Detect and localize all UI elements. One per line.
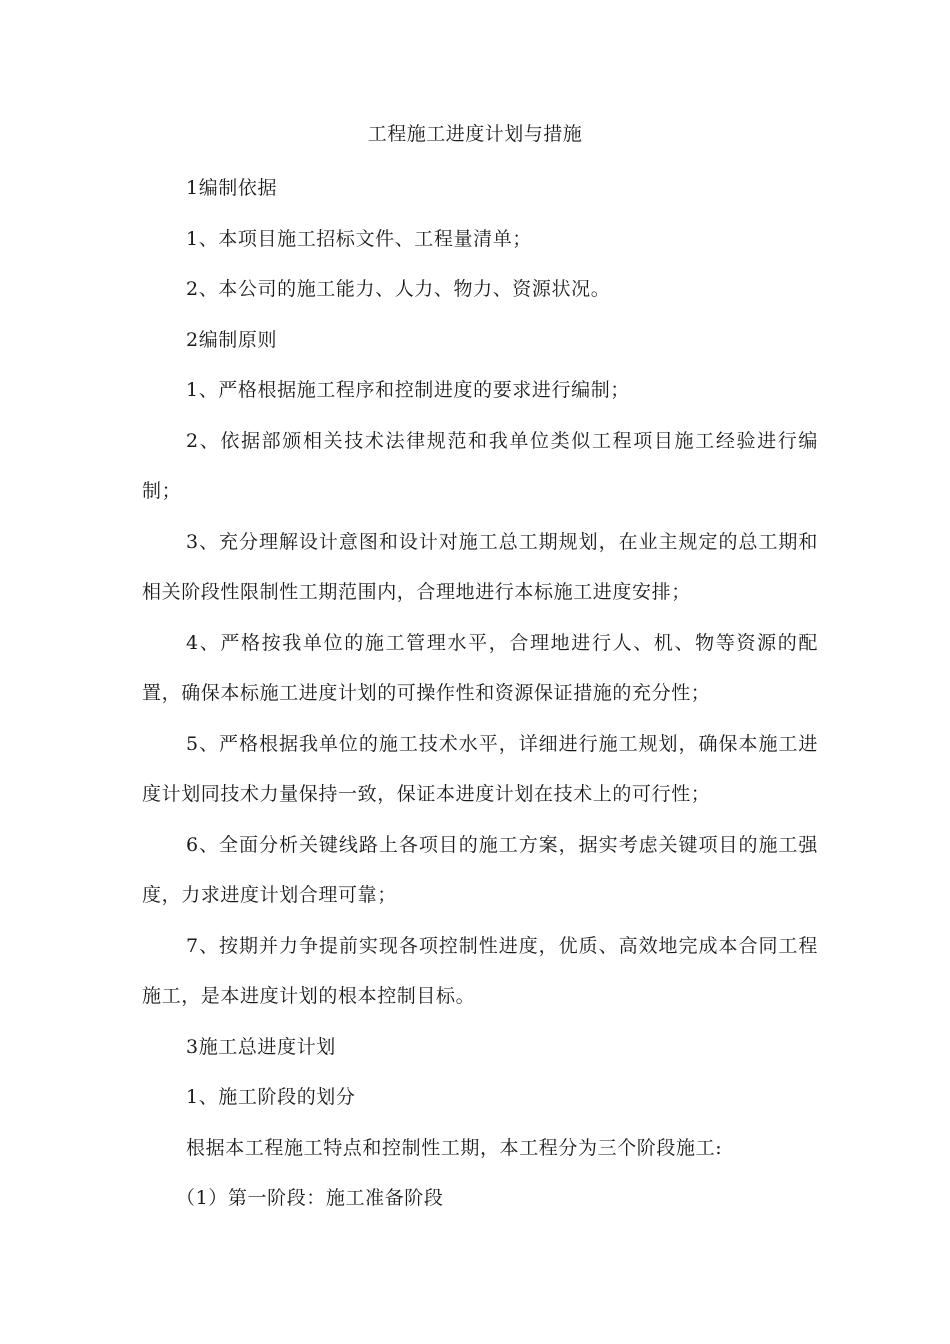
principle-item-3: 3、充分理解设计意图和设计对施工总工期规划，在业主规定的总工期和相关阶段性限制性工期范围内，合理地进行本标施工进度安排；	[142, 530, 818, 603]
stage-1: （1）第一阶段：施工准备阶段	[176, 1187, 444, 1209]
heading-schedule: 3施工总进度计划	[186, 1035, 336, 1058]
document-title: 工程施工进度计划与措施	[367, 123, 583, 145]
principle-item-2: 2、依据部颁相关技术法律规范和我单位类似工程项目施工经验进行编制；	[142, 429, 818, 502]
heading-principles: 2编制原则	[186, 328, 278, 351]
basis-item-1: 1、本项目施工招标文件、工程量清单；	[186, 227, 532, 250]
schedule-item-1: 1、施工阶段的划分	[186, 1086, 356, 1108]
principle-item-5: 5、严格根据我单位的施工技术水平，详细进行施工规划，确保本施工进度计划同技术力量保持一致，保证本进度计划在技术上的可行性；	[142, 732, 818, 805]
principle-item-1: 1、严格根据施工程序和控制进度的要求进行编制；	[186, 379, 630, 401]
document-body	[142, 163, 818, 1224]
principle-item-4: 4、严格按我单位的施工管理水平，合理地进行人、机、物等资源的配置，确保本标施工进度计划的可操作性和资源保证措施的充分性；	[142, 631, 818, 704]
principle-item-7: 7、按期并力争提前实现各项控制性进度，优质、高效地完成本合同工程施工，是本进度计划的根本控制目标。	[142, 934, 818, 1007]
heading-basis: 1编制依据	[186, 177, 278, 199]
basis-item-2: 2、本公司的施工能力、人力、物力、资源状况。	[186, 278, 611, 300]
schedule-paragraph: 根据本工程施工特点和控制性工期，本工程分为三个阶段施工:	[186, 1136, 723, 1159]
principle-item-6: 6、全面分析关键线路上各项目的施工方案，据实考虑关键项目的施工强度，力求进度计划合理可靠；	[142, 833, 818, 906]
